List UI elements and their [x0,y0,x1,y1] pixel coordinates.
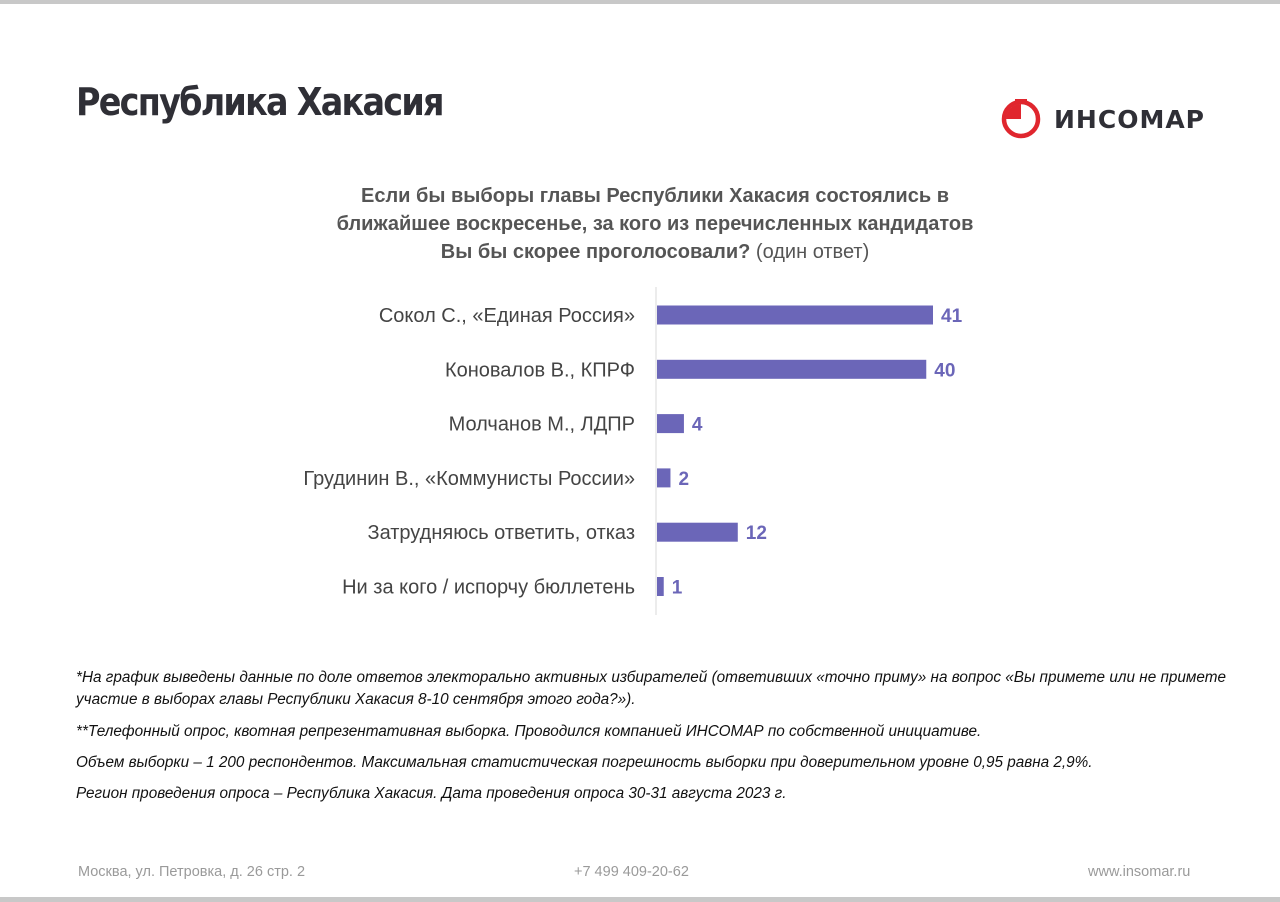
data-label: 2 [678,468,690,490]
footnote-3: Объем выборки – 1 200 респондентов. Максимальная статистическая погрешность выборки при доверительном уровне 0,95 равна 2,9%. [76,754,1093,771]
question-line-3-bold: Вы бы скорее проголосовали? [440,241,751,263]
data-label: 40 [934,360,956,382]
footer-address: Москва, ул. Петровка, д. 26 стр. 2 [78,864,306,880]
footnotes [76,667,1226,805]
bar [657,360,926,379]
footer-website[interactable]: www.insomar.ru [1088,864,1191,880]
logo-text: ИНСОМАР [1054,104,1205,134]
bar [657,523,738,542]
category-label: Сокол С., «Единая Россия» [378,305,635,327]
question-line-2: ближайшее воскресенье, за кого из перечисленных кандидатов [336,213,974,235]
footer-phone: +7 499 409-20-62 [574,864,689,880]
logo [1000,97,1205,141]
footnote-4: Регион проведения опроса – Республика Хакасия. Дата проведения опроса 30-31 августа 2023 г. [76,785,787,802]
data-label: 41 [941,306,963,327]
bottom-border [0,897,1280,902]
bar-chart [0,285,1280,620]
bar [657,414,684,433]
question-line-1: Если бы выборы главы Республики Хакасия состоялись в [360,185,949,207]
category-label: Молчанов М., ЛДПР [448,413,635,436]
footnote-2: **Телефонный опрос, квотная репрезентативная выборка. Проводился компанией ИНСОМАР по собственной инициативе. [76,723,982,740]
question-line-3-note: (один ответ) [750,241,870,263]
logo-clock-icon [1000,98,1042,140]
category-label: Грудинин В., «Коммунисты России» [303,467,635,490]
chart-question [300,182,1010,266]
top-border [0,0,1280,4]
footnote-1: *На график выведены данные по доле ответов электорально активных избирателей (ответивших «точно приму» на вопрос «Вы примете или не примете участие в выборах главы Республики Хакасия 8-10 сентября этого года?»). [76,669,1226,708]
data-label: 12 [745,523,767,545]
category-label: Ни за кого / испорчу бюллетень [342,576,635,599]
data-label: 1 [671,577,683,599]
page-title: Республика Хакасия [76,80,443,124]
category-label: Коновалов В., КПРФ [444,359,635,382]
bar [657,468,670,487]
category-label: Затрудняюсь ответить, отказ [367,522,635,545]
bar [657,306,933,325]
bar [657,577,664,596]
data-label: 4 [691,414,703,436]
